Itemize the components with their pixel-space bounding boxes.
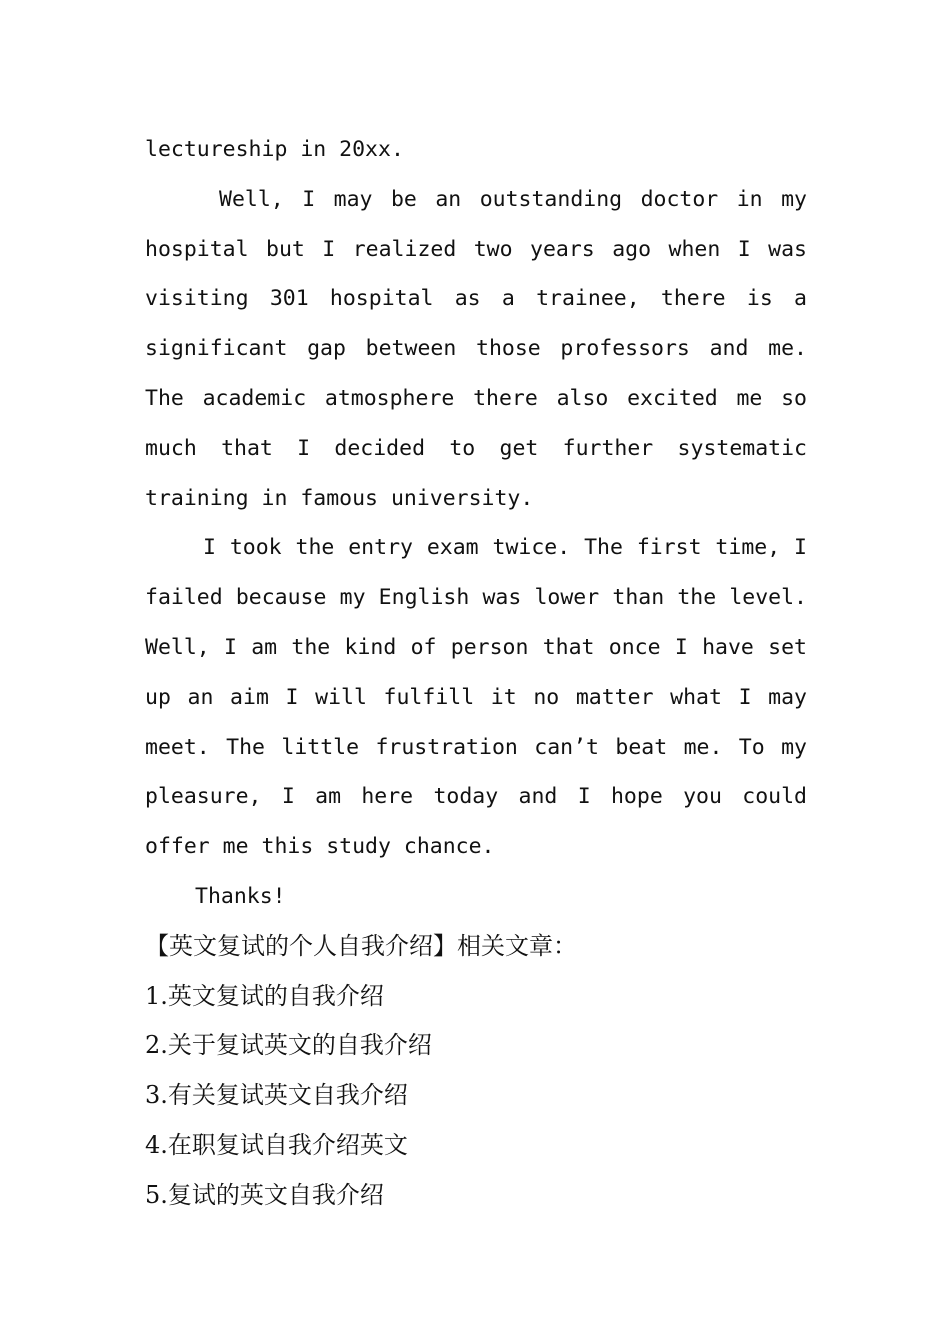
related-article-link[interactable]: 4.在职复试自我介绍英文 (145, 1130, 408, 1159)
paragraph-continuation: lectureship in 20xx. (145, 137, 404, 162)
related-article-link[interactable]: 1.英文复试的自我介绍 (145, 981, 384, 1010)
paragraph-thanks: Thanks! (195, 883, 286, 909)
related-article-link[interactable]: 2.关于复试英文的自我介绍 (145, 1031, 432, 1060)
related-article-link[interactable]: 5.复试的英文自我介绍 (145, 1180, 384, 1209)
related-article-link[interactable]: 3.有关复试英文自我介绍 (145, 1081, 408, 1110)
paragraph-motivation: Well, I may be an outstanding doctor in my hospital but I realized two years ago when I was visiting 301 hospital as a trainee, there is a significant gap between those professors and me. The academic atmosphere there also excited me so much that I decided to get further systematic training in famous university. (145, 186, 807, 511)
paragraph-entry-exam: I took the entry exam twice. The first time, I failed because my English was lower than the level. Well, I am the kind of person that once I have set up an aim I will fulfill it no matter what I may meet. The little frustration can’t beat me. To my pleasure, I am here today and I hope you could offer me this study chance. (145, 535, 807, 860)
document-body (145, 125, 807, 1221)
related-articles-heading: 【英文复试的个人自我介绍】相关文章： (145, 931, 577, 960)
